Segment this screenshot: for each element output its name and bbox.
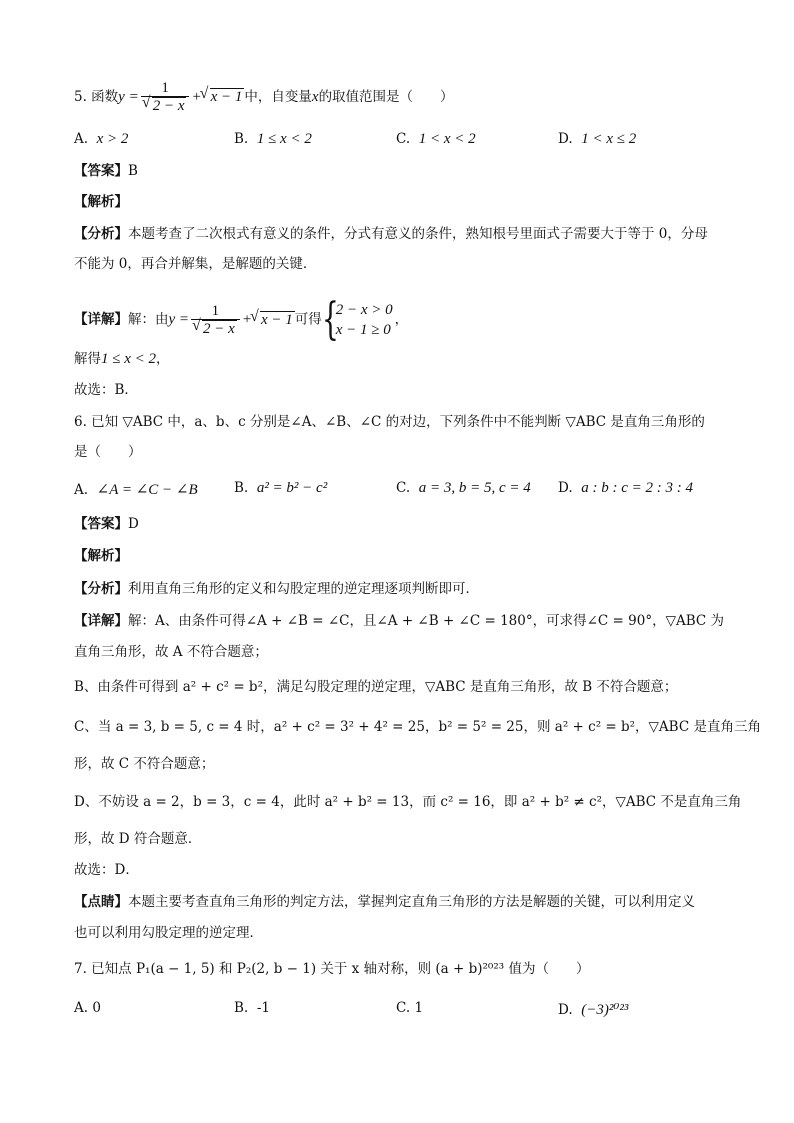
q6-detail-d2 bbox=[74, 830, 734, 848]
dianjing-tag: 【点睛】 bbox=[74, 894, 128, 910]
option-math: a² = b² − c² bbox=[256, 480, 328, 496]
option-label: D. bbox=[558, 1002, 573, 1018]
option-math: 1 ≤ x < 2 bbox=[256, 131, 312, 147]
option-math: x > 2 bbox=[96, 131, 129, 147]
q6-detail-b bbox=[74, 678, 734, 696]
detail-tag: 【详解】 bbox=[74, 311, 128, 328]
system-row: x − 1 ≥ 0 bbox=[335, 322, 391, 338]
option-label: C. bbox=[396, 131, 411, 147]
stem-text: 6. 已知 ▽ABC 中，a、b、c 分别是∠A、∠B、∠C 的对边，下列条件中不能判断 ▽ABC 是直角三角形的 bbox=[74, 414, 705, 430]
option-label: D. bbox=[558, 131, 573, 147]
q7-stem bbox=[74, 960, 734, 978]
q5-var-x: x bbox=[311, 89, 319, 105]
detail-text: D、不妨设 a = 2，b = 3，c = 4，此时 a² + b² = 13，而 c² = 16，即 a² + b² ≠ c²，▽ABC 不是直角三角 bbox=[74, 794, 742, 810]
q5-stem-prefix: 5. 函数 bbox=[74, 89, 119, 105]
answer-value: D bbox=[128, 516, 139, 532]
detail-sqrt: √ x − 1 bbox=[260, 311, 295, 328]
option-math: a = 3, b = 5, c = 4 bbox=[418, 480, 531, 496]
q5-option-a bbox=[74, 131, 128, 148]
solve-prefix: 解得 bbox=[74, 351, 101, 367]
q7-option-c bbox=[396, 1000, 423, 1016]
detail-mid: 可得 bbox=[294, 311, 322, 328]
q6-stem-line2 bbox=[74, 443, 734, 461]
analysis-tag: 【解析】 bbox=[74, 194, 128, 210]
q6-answer bbox=[74, 515, 734, 533]
detail-tag: 【详解】 bbox=[74, 613, 128, 629]
q6-stem-line1 bbox=[74, 413, 734, 431]
fenxi-tag: 【分析】 bbox=[74, 226, 128, 242]
q6-detail-a1 bbox=[74, 612, 734, 630]
fenxi-text: 本题考查了二次根式有意义的条件，分式有意义的条件，熟知根号里面式子需要大于等于 0，分母 bbox=[128, 226, 708, 242]
option-label: A. bbox=[74, 131, 89, 147]
option-label: C. bbox=[396, 480, 411, 496]
inequality-system: { 2 − x > 0 x − 1 ≥ 0 bbox=[321, 294, 393, 345]
solve-math: 1 ≤ x < 2 bbox=[101, 351, 157, 367]
dianjing-text: 本题主要考查直角三角形的判定方法，掌握判定直角三角形的方法是解题的关键，可以利用定义 bbox=[128, 894, 695, 910]
option-label: A. bbox=[74, 1000, 89, 1016]
frac-num: 1 bbox=[191, 303, 240, 320]
analysis-tag: 【解析】 bbox=[74, 548, 128, 564]
option-math: 0 bbox=[92, 1000, 101, 1016]
answer-tag: 【答案】 bbox=[74, 516, 128, 532]
option-math: 1 < x ≤ 2 bbox=[581, 131, 637, 147]
stem-text: 是（ ） bbox=[74, 444, 142, 460]
option-math: 1 bbox=[414, 1000, 424, 1016]
solve-end: ， bbox=[156, 351, 170, 367]
dianjing-text: 也可以利用勾股定理的逆定理． bbox=[74, 925, 263, 941]
option-label: A. bbox=[74, 482, 89, 498]
detail-text: 解：A、由条件可得∠A + ∠B = ∠C，且∠A + ∠B + ∠C = 180°，可求得∠C = 90°，▽ABC 为 bbox=[128, 613, 724, 629]
detail-text: B、由条件可得到 a² + c² = b²，满足勾股定理的逆定理，▽ABC 是直角三角形，故 B 不符合题意； bbox=[74, 679, 678, 695]
q5-answer bbox=[74, 162, 734, 180]
q7-option-a bbox=[74, 1000, 101, 1016]
stem-text: 7. 已知点 P₁(a − 1, 5) 和 P₂(2, b − 1) 关于 x 轴对称，则 (a + b)²⁰²³ 值为（ ） bbox=[74, 961, 590, 977]
q5-option-d bbox=[558, 131, 636, 148]
q5-stem bbox=[74, 80, 734, 115]
option-label: B. bbox=[234, 480, 249, 496]
choose-text: 故选：D． bbox=[74, 862, 139, 878]
option-label: D. bbox=[558, 480, 573, 496]
q5-stem-end: 的取值范围是（ ） bbox=[318, 89, 454, 105]
option-label: B. bbox=[234, 131, 249, 147]
q6-option-d bbox=[558, 480, 693, 497]
option-math: (−3)²⁰²³ bbox=[581, 1002, 629, 1018]
option-math: ∠A = ∠C − ∠B bbox=[96, 482, 198, 498]
detail-fraction bbox=[191, 303, 240, 338]
detail-text: 形，故 D 符合题意． bbox=[74, 831, 202, 847]
q6-dianjing-line2 bbox=[74, 924, 734, 942]
q7-option-b bbox=[234, 1000, 270, 1016]
q5-plus: + bbox=[191, 89, 202, 105]
choose-text: 故选：B． bbox=[74, 382, 138, 398]
q5-fenxi-line2 bbox=[74, 255, 734, 273]
frac-den: √ 2 − x bbox=[202, 320, 237, 337]
q5-option-c bbox=[396, 131, 476, 148]
q5-analysis-tag bbox=[74, 193, 734, 211]
q6-option-a bbox=[74, 480, 198, 499]
q5-solve bbox=[74, 350, 734, 368]
q6-detail-a2 bbox=[74, 643, 734, 661]
detail-prefix: 解：由 bbox=[128, 311, 169, 328]
detail-plus: + bbox=[241, 311, 252, 328]
q6-option-c bbox=[396, 480, 531, 497]
option-math: -1 bbox=[256, 1000, 270, 1016]
option-label: B. bbox=[234, 1000, 249, 1016]
fenxi-text: 利用直角三角形的定义和勾股定理的逆定理逐项判断即可． bbox=[128, 581, 479, 597]
q7-option-d bbox=[558, 1000, 628, 1019]
q6-detail-d1 bbox=[74, 793, 742, 811]
q5-option-b bbox=[234, 131, 312, 148]
q5-sqrt: √ x − 1 bbox=[210, 88, 245, 105]
detail-end: ， bbox=[394, 311, 409, 328]
detail-text: 形，故 C 不符合题意； bbox=[74, 756, 215, 772]
q6-fenxi bbox=[74, 580, 734, 598]
q5-frac-num: 1 bbox=[141, 80, 190, 97]
q6-dianjing-line1 bbox=[74, 893, 734, 911]
detail-text: C、当 a = 3, b = 5, c = 4 时，a² + c² = 3² + 4² = 25，b² = 5² = 25，则 a² + c² = b²，▽ABC 是直角三角 bbox=[74, 719, 761, 735]
option-math: 1 < x < 2 bbox=[418, 131, 476, 147]
q5-stem-suffix: 中，自变量 bbox=[244, 89, 312, 105]
q5-frac-den: √ 2 − x bbox=[152, 97, 187, 114]
detail-text: 直角三角形，故 A 不符合题意； bbox=[74, 644, 268, 660]
answer-tag: 【答案】 bbox=[74, 163, 128, 179]
q5-detail bbox=[74, 294, 734, 345]
q5-fraction bbox=[141, 80, 190, 115]
q6-detail-c1 bbox=[74, 718, 761, 736]
q5-expr-y: y = bbox=[118, 89, 139, 105]
answer-value: B bbox=[128, 163, 138, 179]
option-label: C. bbox=[396, 1000, 411, 1016]
fenxi-tag: 【分析】 bbox=[74, 581, 128, 597]
q6-option-b bbox=[234, 480, 327, 497]
q6-analysis-tag bbox=[74, 547, 734, 565]
q6-choose bbox=[74, 861, 734, 879]
q5-fenxi-line1 bbox=[74, 225, 734, 243]
fenxi-text: 不能为 0，再合并解集，是解题的关键． bbox=[74, 256, 317, 272]
q6-detail-c2 bbox=[74, 755, 734, 773]
system-row: 2 − x > 0 bbox=[335, 302, 393, 318]
option-math: a : b : c = 2 : 3 : 4 bbox=[581, 480, 693, 496]
detail-expr-y: y = bbox=[168, 311, 190, 328]
q5-choose bbox=[74, 381, 734, 399]
